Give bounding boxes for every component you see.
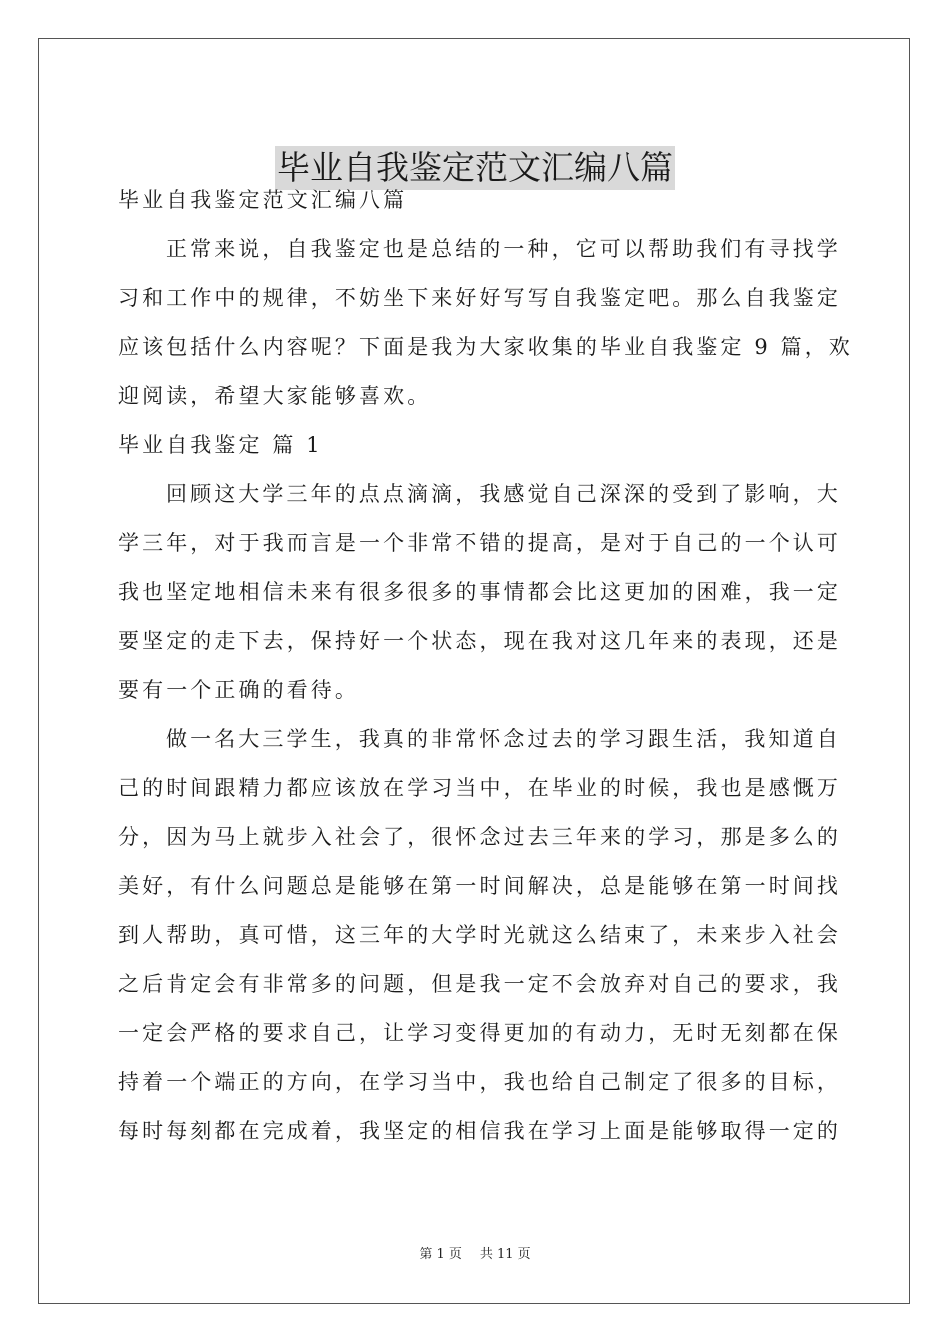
text-line: 回顾这大学三年的点点滴滴，我感觉自己深深的受到了影响，大 xyxy=(166,482,841,506)
page-number: 第 1 页 xyxy=(419,1247,462,1262)
text-line: 一定会严格的要求自己，让学习变得更加的有动力，无时无刻都在保 xyxy=(118,1021,841,1045)
text-line: 美好，有什么问题总是能够在第一时间解决，总是能够在第一时间找 xyxy=(118,874,841,898)
section-heading: 毕业自我鉴定 篇 1 xyxy=(118,433,323,457)
text-line: 应该包括什么内容呢？下面是我为大家收集的毕业自我鉴定 9 篇，欢 xyxy=(118,335,853,359)
text-line: 做一名大三学生，我真的非常怀念过去的学习跟生活，我知道自 xyxy=(166,727,841,751)
text-line: 要有一个正确的看待。 xyxy=(118,678,359,702)
text-line: 要坚定的走下去，保持好一个状态，现在我对这几年来的表现，还是 xyxy=(118,629,841,653)
text-line: 每时每刻都在完成着，我坚定的相信我在学习上面是能够取得一定的 xyxy=(118,1119,841,1143)
text-line: 正常来说，自我鉴定也是总结的一种，它可以帮助我们有寻找学 xyxy=(166,237,841,261)
document-body xyxy=(118,176,853,1156)
text-line: 迎阅读，希望大家能够喜欢。 xyxy=(118,384,432,408)
page-total: 共 11 页 xyxy=(479,1247,531,1262)
section-heading: 毕业自我鉴定范文汇编八篇 xyxy=(118,188,408,212)
text-line: 分，因为马上就步入社会了，很怀念过去三年来的学习，那是多么的 xyxy=(118,825,841,849)
page-footer xyxy=(0,1246,950,1264)
text-line: 到人帮助，真可惜，这三年的大学时光就这么结束了，未来步入社会 xyxy=(118,923,841,947)
document-title: 毕业自我鉴定范文汇编八篇 xyxy=(275,146,675,190)
text-line: 之后肯定会有非常多的问题，但是我一定不会放弃对自己的要求，我 xyxy=(118,972,841,996)
text-line: 持着一个端正的方向，在学习当中，我也给自己制定了很多的目标， xyxy=(118,1070,841,1094)
text-line: 我也坚定地相信未来有很多很多的事情都会比这更加的困难，我一定 xyxy=(118,580,841,604)
text-line: 习和工作中的规律，不妨坐下来好好写写自我鉴定吧。那么自我鉴定 xyxy=(118,286,841,310)
text-line: 学三年，对于我而言是一个非常不错的提高，是对于自己的一个认可 xyxy=(118,531,841,555)
text-line: 己的时间跟精力都应该放在学习当中，在毕业的时候，我也是感慨万 xyxy=(118,776,841,800)
